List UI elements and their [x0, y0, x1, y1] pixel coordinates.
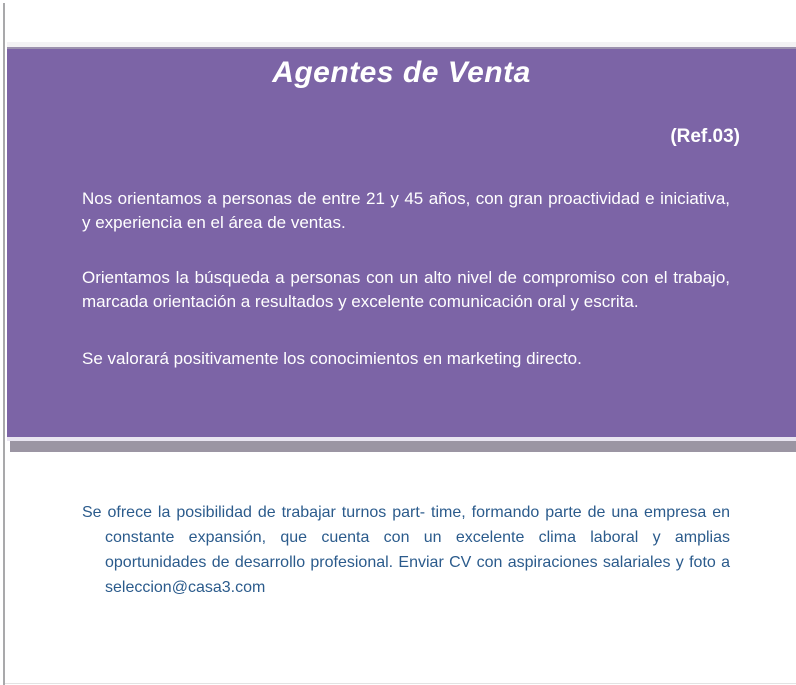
job-ad-slide — [7, 47, 796, 437]
slide-paragraph-audience: Nos orientamos a personas de entre 21 y 45 años, con gran proactividad e iniciativa, y experiencia en el área de ventas. — [82, 189, 730, 232]
slide-paragraph-marketing: Se valorará positivamente los conocimientos en marketing directo. — [82, 349, 582, 368]
left-margin-line — [3, 3, 5, 685]
bottom-edge-line — [5, 683, 796, 684]
reference-code: (Ref.03) — [670, 126, 740, 147]
slide-paragraph-profile: Orientamos la búsqueda a personas con un alto nivel de compromiso con el trabajo, marcada orientación a resultados y excelente comunicación oral y escrita. — [82, 268, 730, 311]
slide-shadow-bar — [10, 441, 796, 452]
offer-paragraph: Se ofrece la posibilidad de trabajar turnos part- time, formando parte de una empresa en constante expansión, que cuenta con un excelente clima laboral y amplias oportunidades de desarrollo profesional. Enviar CV con aspiraciones salariales y foto a seleccion@casa3.com — [82, 504, 730, 596]
slide-title: Agentes de Venta — [272, 56, 531, 89]
